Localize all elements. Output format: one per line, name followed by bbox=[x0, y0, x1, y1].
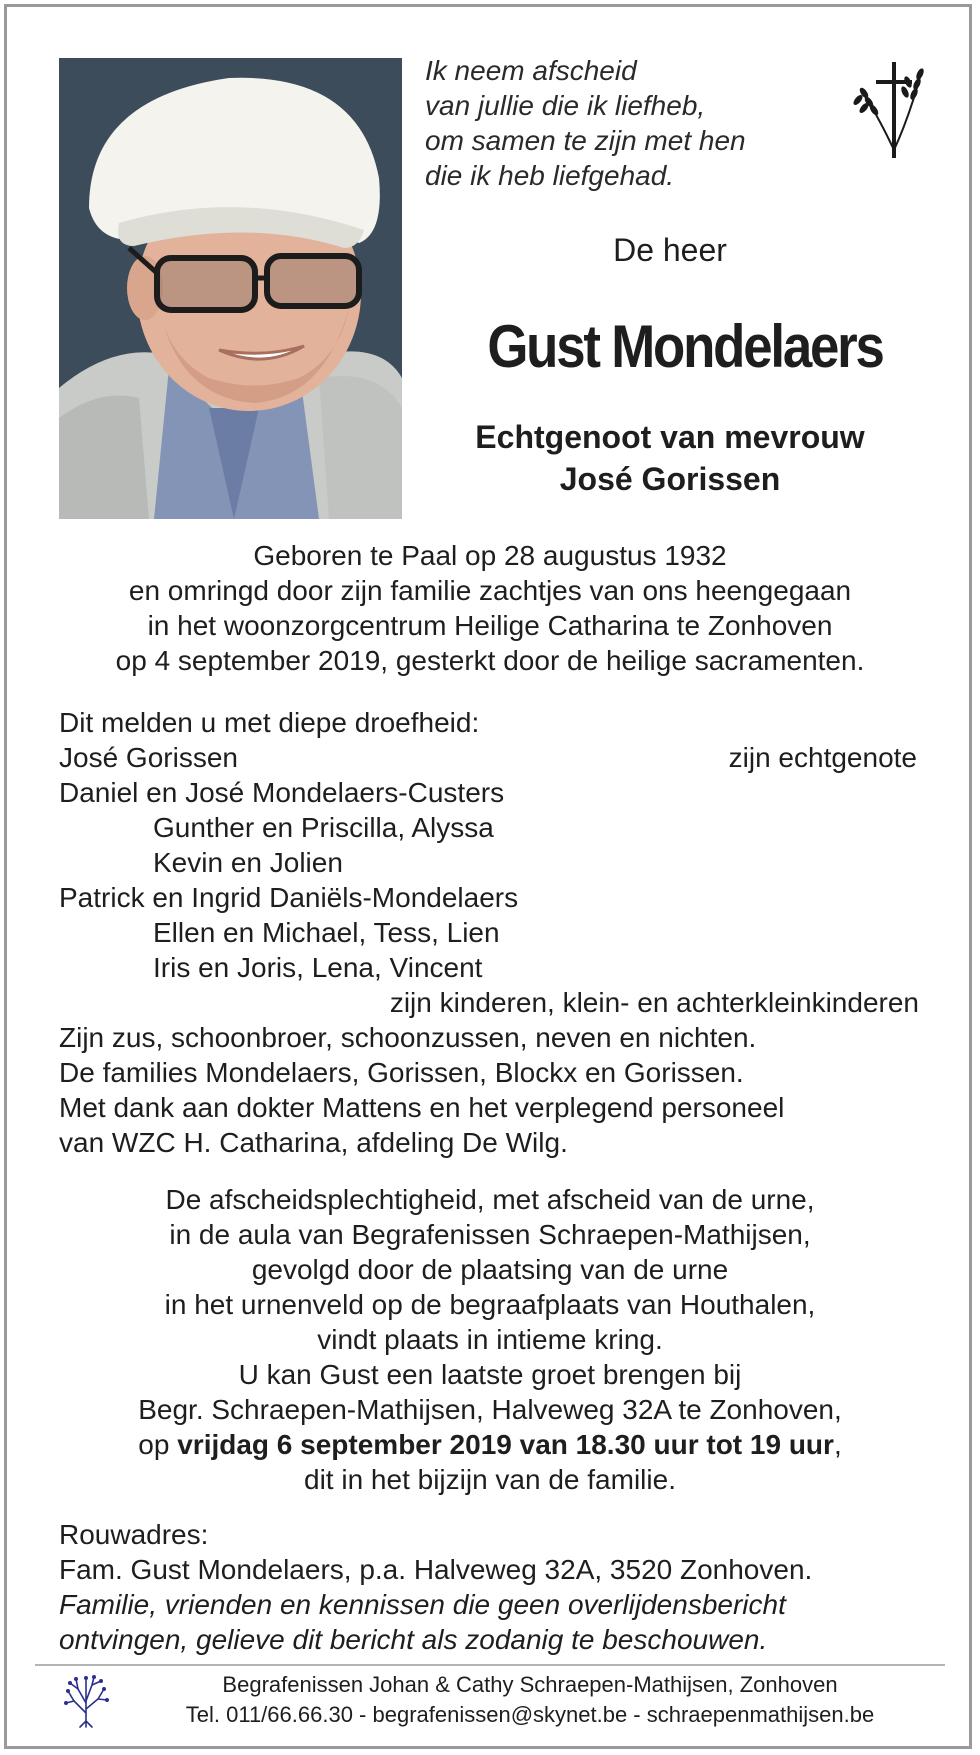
ceremony-line: in het urnenveld op de begraafplaats van Houthalen, bbox=[164, 1289, 816, 1320]
birth-line: op 4 september 2019, gesterkt door de heilige sacramenten. bbox=[115, 645, 865, 676]
spouse-name: José Gorissen bbox=[559, 461, 781, 497]
ceremony-line: Begr. Schraepen-Mathijsen, Halveweg 32A te Zonhoven, bbox=[138, 1394, 842, 1425]
birth-death-text bbox=[40, 538, 940, 678]
footer bbox=[110, 1670, 950, 1730]
family-spouse-role: zijn echtgenote bbox=[728, 742, 917, 773]
ceremony-closing: dit in het bijzijn van de familie. bbox=[304, 1464, 676, 1495]
salutation: De heer bbox=[613, 232, 727, 268]
portrait-photo bbox=[59, 58, 402, 519]
address-note: ontvingen, gelieve dit bericht als zodanig te beschouwen. bbox=[59, 1624, 768, 1655]
family-intro: Dit melden u met diepe droefheid: bbox=[59, 707, 480, 738]
spouse-line: Echtgenoot van mevrouw bbox=[475, 419, 865, 455]
poem-line: om samen te zijn met hen bbox=[425, 125, 746, 156]
poem-line: Ik neem afscheid bbox=[425, 55, 637, 86]
birth-line: Geboren te Paal op 28 augustus 1932 bbox=[253, 540, 727, 571]
footer-contact: Tel. 011/66.66.30 - begrafenissen@skynet.be - schraepenmathijsen.be bbox=[185, 1702, 875, 1727]
family-thanks: Met dank aan dokter Mattens en het verplegend personeel bbox=[59, 1092, 785, 1123]
family-families: De families Mondelaers, Gorissen, Blockx en Gorissen. bbox=[59, 1057, 744, 1088]
ceremony-line: gevolgd door de plaatsing van de urne bbox=[251, 1254, 729, 1285]
tree-logo-icon bbox=[62, 1673, 110, 1734]
family-siblings: Zijn zus, schoonbroer, schoonzussen, neven en nichten. bbox=[59, 1022, 757, 1053]
family-grandchild: Iris en Joris, Lena, Vincent bbox=[153, 952, 483, 983]
footer-company: Begrafenissen Johan & Cathy Schraepen-Mathijsen, Zonhoven bbox=[222, 1672, 838, 1697]
footer-divider bbox=[35, 1664, 945, 1666]
spouse-block bbox=[410, 416, 930, 500]
visit-suffix: , bbox=[833, 1429, 842, 1460]
address-block bbox=[59, 1517, 939, 1657]
birth-line: en omringd door zijn familie zachtjes van ons heengegaan bbox=[128, 575, 852, 606]
ceremony-line: De afscheidsplechtigheid, met afscheid van de urne, bbox=[165, 1184, 815, 1215]
address-line: Fam. Gust Mondelaers, p.a. Halveweg 32A, 3520 Zonhoven. bbox=[59, 1554, 813, 1585]
address-note: Familie, vrienden en kennissen die geen overlijdensbericht bbox=[59, 1589, 786, 1620]
family-grandchild: Ellen en Michael, Tess, Lien bbox=[153, 917, 500, 948]
ceremony-text bbox=[40, 1182, 940, 1497]
family-spouse-name: José Gorissen bbox=[59, 742, 238, 773]
ceremony-line: vindt plaats in intieme kring. bbox=[317, 1324, 663, 1355]
family-thanks: van WZC H. Catharina, afdeling De Wilg. bbox=[59, 1127, 568, 1158]
family-grandchild: Kevin en Jolien bbox=[153, 847, 343, 878]
cross-with-wheat-icon bbox=[850, 60, 930, 165]
visit-datetime: vrijdag 6 september 2019 van 18.30 uur tot 19 uur bbox=[177, 1429, 834, 1460]
family-list bbox=[59, 705, 919, 1160]
family-row-spouse bbox=[59, 740, 919, 775]
family-child: Patrick en Ingrid Daniëls-Mondelaers bbox=[59, 882, 519, 913]
poem bbox=[425, 53, 825, 193]
family-grandchild: Gunther en Priscilla, Alyssa bbox=[153, 812, 494, 843]
deceased-name: Gust Mondelaers bbox=[487, 313, 883, 380]
ceremony-line: U kan Gust een laatste groet brengen bij bbox=[238, 1359, 742, 1390]
poem-line: van jullie die ik liefheb, bbox=[425, 90, 706, 121]
address-label: Rouwadres: bbox=[59, 1519, 209, 1550]
poem-line: die ik heb liefgehad. bbox=[425, 160, 675, 191]
visit-line bbox=[40, 1427, 940, 1462]
birth-line: in het woonzorgcentrum Heilige Catharina te Zonhoven bbox=[147, 610, 833, 641]
family-children-role: zijn kinderen, klein- en achterkleinkinderen bbox=[389, 987, 919, 1018]
ceremony-line: in de aula van Begrafenissen Schraepen-Mathijsen, bbox=[169, 1219, 811, 1250]
family-child: Daniel en José Mondelaers-Custers bbox=[59, 777, 505, 808]
visit-prefix: op bbox=[138, 1429, 178, 1460]
